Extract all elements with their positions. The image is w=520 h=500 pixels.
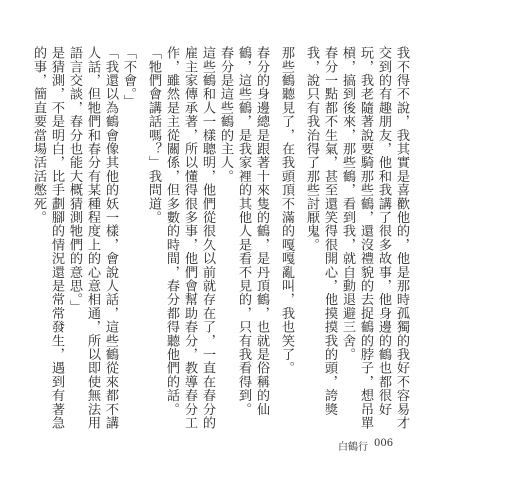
paragraph: 「牠們會講話嗎？」我問道。 <box>146 46 161 225</box>
paragraph: 「不會。」 <box>121 46 136 108</box>
vertical-text-body <box>31 46 410 432</box>
paragraph: 我不得不說，我其實是喜歡他的，他是那時孤獨的我好不容易才交到的有趣朋友，他和我講了很多故事，他身邊的鶴也都很好玩，我老隨著說要騎那些鶴，還沒禮貌的去捉鶴的脖子，想吊單槓，搞到後來，那些鶴，看到我，就自動退避三舍。 <box>340 46 409 430</box>
paragraph: 春分一點都不生氣，甚至還笑得很開心，他摸摸我的頭，誇獎我，說只有我治得了那些討厭鬼。 <box>304 46 337 416</box>
paragraph: 春分是這些鶴的主人。 <box>218 46 233 183</box>
page-footer <box>338 438 393 453</box>
paragraph: 「我還以為鶴會像其他的妖一樣，會說人話，這些鶴從來都不講人話，但牠們和春分有某種程度上的心意相通，所以即使無法用語言交談，春分也能大概猜測牠們的意思。」 <box>67 46 118 430</box>
book-title: 白鶴行 <box>338 442 368 453</box>
paragraph: 那些鶴聽見了，在我頭頂不滿的嘎嘎亂叫，我也笑了。 <box>279 46 294 375</box>
page-number: 006 <box>374 438 394 449</box>
paragraph: 這些鶴和人一樣聰明，他們從很久以前就存在了，一直在春分的雇主家傳承著，所以懂得很多事，他們會幫助春分，教導春分工作，雖然是主從關係，但多數的時間，春分都得聽他們的話。 <box>164 46 215 430</box>
paragraph: 春分的身邊總是跟著十來隻的鶴，是丹頂鶴，也就是俗稱的仙鶴，這些鶴，是我家裡的其他人是看不見的，只有我看得到。 <box>236 46 269 416</box>
paragraph: 是猜測，不是明白，比手劃腳的情況還是常常發生，遇到有著急的事，簡直要當場活活憋死。 <box>31 46 64 430</box>
